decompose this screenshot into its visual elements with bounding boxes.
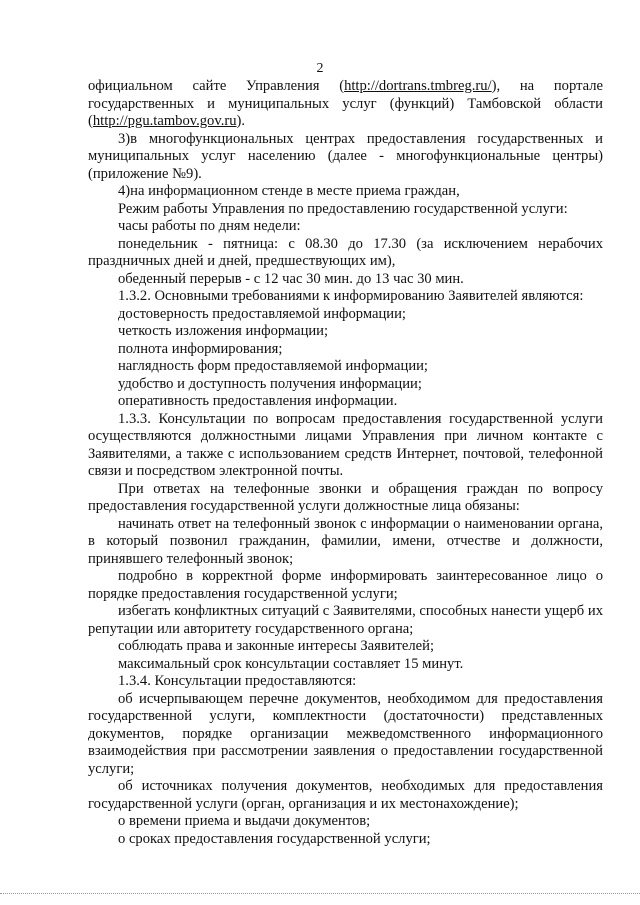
paragraph-documents-list: об исчерпывающем перечне документов, необходимом для предоставления государственной услуги, комплектности (достаточности) представленных документов, порядке организации межведомственного информационного взаимодействия при рассмотрении заявления о предоставлении государственной услуги; [88,690,603,777]
pgu-line: (http://pgu.tambov.gov.ru). [88,113,246,129]
paragraph-schedule: понедельник - пятница: с 08.30 до 17.30 (за исключением нерабочих праздничных дней и дней, предшествующих им), [88,235,603,269]
portal-line: государственных и муниципальных услуг (функций) Тамбовской области [88,95,603,112]
website-line: официальном сайте Управления (http://dortrans.tmbreg.ru/), на портале [88,78,603,94]
paragraph-consultations: 1.3.3. Консультации по вопросам предоставления государственной услуги осуществляются должностными лицами Управления при личном контакте с Заявителями, а также с использованием средств Интернет, почтовой, телефонной связи и посредством электронной почты. [88,410,603,479]
paragraph-work-mode: Режим работы Управления по предоставлению государственной услуги: [118,200,568,217]
dortrans-link[interactable]: http://dortrans.tmbreg.ru/ [344,78,492,94]
heading-consultations-provided: 1.3.4. Консультации предоставляются: [118,673,357,689]
paragraph-work-hours: часы работы по дням недели: [118,218,301,234]
pgu-link[interactable]: http://pgu.tambov.gov.ru [92,113,237,129]
requirements-list [88,306,603,411]
list-item: четкость изложения информации; [118,323,329,339]
list-item: оперативность предоставления информации. [118,393,398,409]
paragraph-service-terms: о сроках предоставления государственной услуги; [118,830,431,847]
list-item: достоверность предоставляемой информации; [118,305,406,322]
list-item: полнота информирования; [118,340,283,357]
paragraph-lunch: обеденный перерыв - с 12 час 30 мин. до 13 час 30 мин. [118,270,464,287]
list-item: наглядность форм предоставляемой информации; [118,358,428,374]
document-body [88,78,603,848]
paragraph-document-sources: об источниках получения документов, необходимых для предоставления государственной услуги (орган, организация и их местонахождение); [88,778,603,812]
paragraph-inform: подробно в корректной форме информировать заинтересованное лицо о порядке предоставления государственной услуги; [88,568,603,602]
heading-requirements: 1.3.2. Основными требованиями к информированию Заявителей являются: [118,288,584,304]
paragraph-start-answer: начинать ответ на телефонный звонок с информации о наименовании органа, в который позвонил гражданин, фамилии, имени, отчестве и должности, принявшего телефонный звонок; [88,515,603,567]
paragraph-stand: 4)на информационном стенде в месте приема граждан, [118,183,460,199]
paragraph-avoid-conflicts: избегать конфликтных ситуаций с Заявителями, способных нанести ущерб их репутации или авторитету государственного органа; [88,603,603,637]
paragraph-max-duration: максимальный срок консультации составляет 15 минут. [118,655,464,672]
paragraph-respect-rights: соблюдать права и законные интересы Заявителей; [118,638,435,654]
paragraph-phone-duties: При ответах на телефонные звонки и обращения граждан по вопросу предоставления государственной услуги должностные лица обязаны: [88,480,603,514]
page-number: 2 [316,61,324,76]
paragraph-mfc: 3)в многофункциональных центрах предоставления государственных и муниципальных услуг населению (далее - многофункциональные центры) (приложение №9). [88,130,603,182]
list-item: удобство и доступность получения информации; [118,375,422,392]
paragraph-reception-time: о времени приема и выдачи документов; [118,813,371,829]
scan-edge-line [0,893,640,895]
